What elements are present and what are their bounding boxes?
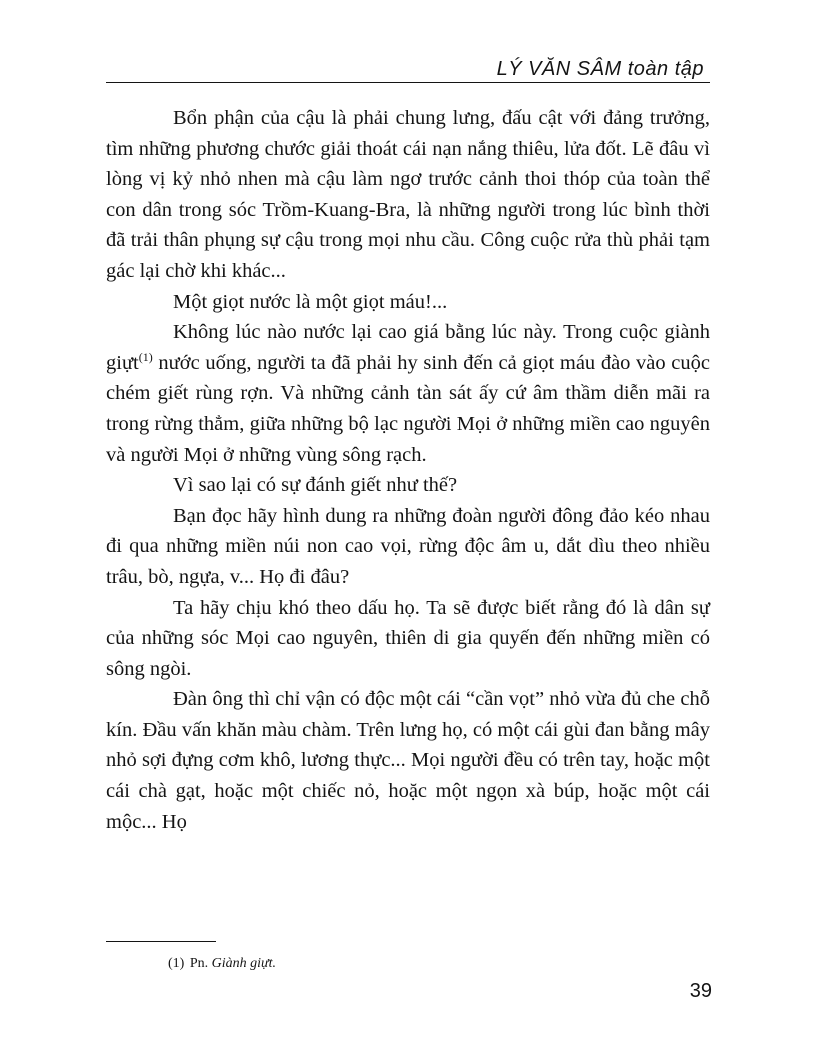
header-rule — [106, 82, 710, 83]
paragraph: Một giọt nước là một giọt máu!... — [173, 290, 448, 313]
paragraph-text: Không lúc nào nước lại cao giá bằng lúc này. Trong cuộc giành giựt — [106, 321, 710, 374]
paragraph — [106, 317, 710, 470]
paragraph: Bạn đọc hãy hình dung ra những đoàn người đông đảo kéo nhau đi qua những miền núi non cao vọi, rừng độc âm u, dắt dìu theo nhiều trâu, bò, ngựa, v... Họ đi đâu? — [106, 504, 710, 588]
running-header-title: LÝ VĂN SÂM toàn tập — [496, 58, 704, 80]
paragraph: Ta hãy chịu khó theo dấu họ. Ta sẽ được biết rằng đó là dân sự của những sóc Mọi cao nguyên, thiên di gia quyến đến những miền có sông ngòi. — [106, 596, 710, 680]
footnote-term: Giành giựt. — [211, 956, 277, 971]
footnote-prefix: Pn. — [189, 956, 209, 971]
paragraph: Vì sao lại có sự đánh giết như thế? — [173, 474, 458, 497]
paragraph: Bổn phận của cậu là phải chung lưng, đấu cật với đảng trưởng, tìm những phương chước giải thoát cái nạn nắng thiêu, lửa đốt. Lẽ đâu vì lòng vị kỷ nhỏ nhen mà cậu làm ngơ trước cảnh thoi thóp của toàn thể con dân trong sóc Trồm-Kuang-Bra, là những người trong lúc bình thời đã trải thân phụng sự cậu trong mọi nhu cầu. Công cuộc rửa thù phải tạm gác lại chờ khi khác... — [106, 107, 710, 282]
page-number: 39 — [689, 980, 712, 1002]
paragraph-text: nước uống, người ta đã phải hy sinh đến cả giọt máu đào vào cuộc chém giết rùng rợn. Và những cảnh tàn sát ấy cứ âm thầm diễn mãi ra trong rừng thẳm, giữa những bộ lạc người Mọi ở những miền cao nguyên và người Mọi ở những vùng sông rạch. — [106, 351, 710, 466]
footnote — [168, 956, 276, 972]
paragraph: Đàn ông thì chỉ vận có độc một cái “cần vọt” nhỏ vừa đủ che chỗ kín. Đầu vấn khăn màu chàm. Trên lưng họ, có một cái gùi đan bằng mây nhỏ sợi đựng cơm khô, lương thực... Mọi người đều có trên tay, hoặc một cái chà gạt, hoặc một chiếc nỏ, hoặc một ngọn xà búp, hoặc một cái mộc... Họ — [106, 688, 710, 833]
body-text — [106, 103, 710, 837]
footnote-reference-mark: (1) — [138, 349, 153, 364]
footnote-rule — [106, 941, 216, 942]
footnote-number: (1) — [168, 956, 185, 971]
